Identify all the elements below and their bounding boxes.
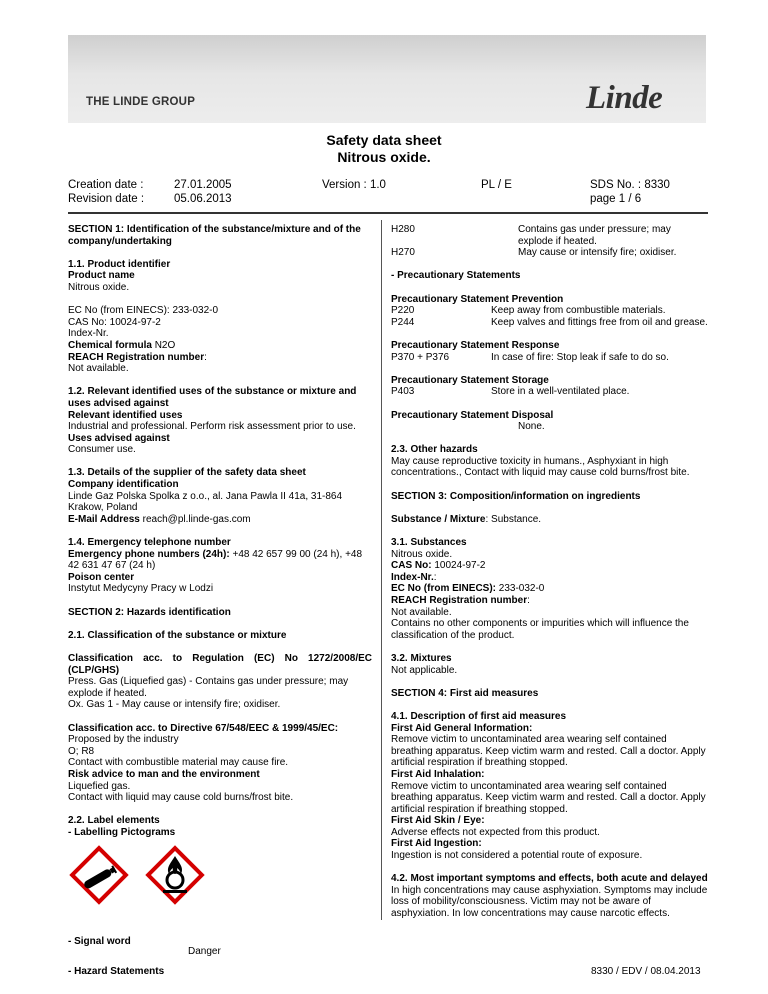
s31-name: Nitrous oxide.	[391, 548, 453, 560]
risk-2: Contact with liquid may cause cold burns/frost bite.	[68, 792, 294, 804]
gen-text: Remove victim to uncontaminated area wearing self contained breathing apparatus. Keep victim warm and rested. Call a doctor. Apply artificial respiration if breathing stopped.	[391, 734, 706, 769]
hazard-statements-label: - Hazard Statements	[68, 965, 165, 977]
adv-uses: Consumer use.	[68, 444, 136, 456]
adv-label: Uses advised against	[68, 432, 170, 444]
p370-row: P370 + P376 In case of fire: Stop leak if safe to do so.	[391, 351, 669, 363]
p244-row: P244 Keep valves and fittings free from oil and grease.	[391, 316, 708, 328]
document-title: Safety data sheet Nitrous oxide.	[326, 132, 442, 165]
index-nr: Index-Nr.	[68, 328, 109, 340]
cas-no: CAS No: 10024-97-2	[68, 316, 161, 328]
prec-title: - Precautionary Statements	[391, 270, 521, 282]
language: PL / E	[481, 179, 512, 191]
date-labels: Creation date : Revision date :	[68, 179, 145, 205]
prev-title: Precautionary Statement Prevention	[391, 293, 564, 305]
header-rule	[68, 212, 708, 214]
section-3-title: SECTION 3: Composition/information on ingredients	[391, 490, 641, 502]
pictograms	[68, 844, 372, 904]
email-line: E-Mail Address reach@pl.linde-gas.com	[68, 513, 251, 525]
p220-row: P220 Keep away from combustible materials.	[391, 305, 666, 317]
skin-label: First Aid Skin / Eye:	[391, 815, 485, 827]
reach-reg: REACH Registration number:	[68, 351, 207, 363]
ing-label: First Aid Ingestion:	[391, 838, 482, 850]
dir-1: Proposed by the industry	[68, 734, 179, 746]
signal-word-label: - Signal word	[68, 936, 131, 948]
s42-text: In high concentrations may cause asphyxiation. Symptoms may include loss of mobility/consciousness. Victim may not be aware of asphyxiation. In low concentrations may cause narcotic effects.	[391, 884, 708, 920]
linde-logo: Linde	[586, 80, 663, 116]
company-line2: Krakow, Poland	[68, 502, 138, 514]
reach-value: Not available.	[68, 363, 129, 375]
picto-title: - Labelling Pictograms	[68, 826, 176, 838]
stor-title: Precautionary Statement Storage	[391, 374, 549, 386]
dir-3: Contact with combustible material may cause fire.	[68, 757, 289, 769]
gas-cylinder-icon	[68, 844, 130, 906]
s32-text: Not applicable.	[391, 664, 458, 676]
dir-title: Classification acc. to Directive 67/548/EEC & 1999/45/EC:	[68, 722, 339, 734]
disp-title: Precautionary Statement Disposal	[391, 409, 554, 421]
s31-index: Index-Nr.:	[391, 571, 437, 583]
footer: 8330 / EDV / 08.04.2013	[591, 966, 701, 977]
s42-title: 4.2. Most important symptoms and effects, both acute and delayed	[391, 873, 708, 885]
s31-cas: CAS No: 10024-97-2	[391, 560, 486, 572]
gen-label: First Aid General Information:	[391, 722, 533, 734]
resp-title: Precautionary Statement Response	[391, 339, 560, 351]
ec-no: EC No (from EINECS): 233-032-0	[68, 305, 219, 317]
dir-2: O; R8	[68, 745, 95, 757]
product-name: Nitrous oxide.	[68, 281, 130, 293]
sds-number: SDS No. : 8330 page 1 / 6	[590, 179, 670, 205]
s21-title: 2.1. Classification of the substance or mixture	[68, 629, 287, 641]
right-column	[391, 224, 708, 920]
poison-center: Instytut Medycyny Pracy w Lodzi	[68, 583, 214, 595]
clp-title: Classification acc. to Regulation (EC) No 1272/2008/EC (CLP/GHS)	[68, 652, 372, 676]
s12-title: 1.2. Relevant identified uses of the substance or mixture and uses advised against	[68, 386, 357, 409]
risk-1: Liquefied gas.	[68, 780, 131, 792]
version: Version : 1.0	[322, 179, 386, 191]
brand-group: THE LINDE GROUP	[86, 96, 196, 108]
section-1-title: SECTION 1: Identification of the substance/mixture and of the company/undertaking	[68, 224, 361, 247]
section-2-title: SECTION 2: Hazards identification	[68, 606, 231, 618]
substance-mixture: Substance / Mixture: Substance.	[391, 513, 542, 525]
poison-label: Poison center	[68, 571, 135, 583]
emergency-phone: Emergency phone numbers (24h): +48 42 657 99 00 (24 h), +48 42 631 47 67 (24 h)	[68, 548, 363, 572]
rel-uses: Industrial and professional. Perform risk assessment prior to use.	[68, 421, 356, 433]
column-divider	[381, 220, 382, 920]
s31-title: 3.1. Substances	[391, 537, 467, 549]
disp-text: None.	[518, 421, 545, 433]
h270-row: H270 May cause or intensify fire; oxidiser.	[391, 247, 677, 259]
s13-title: 1.3. Details of the supplier of the safety data sheet	[68, 467, 306, 479]
s11-title: 1.1. Product identifier	[68, 258, 171, 270]
chemical-formula: Chemical formula N2O	[68, 339, 176, 351]
s23-title: 2.3. Other hazards	[391, 444, 478, 456]
h280-row: H280 Contains gas under pressure; may explode if heated.	[391, 224, 671, 247]
date-values: 27.01.2005 05.06.2013	[174, 179, 232, 205]
p403-row: P403 Store in a well-ventilated place.	[391, 386, 630, 398]
oxidiser-flame-icon	[144, 844, 206, 906]
inh-text: Remove victim to uncontaminated area wearing self contained breathing apparatus. Keep victim warm and rested. Call a doctor. Apply artificial respiration if breathing stopped.	[391, 780, 706, 815]
s31-reach-value: Not available.	[391, 606, 452, 618]
s14-title: 1.4. Emergency telephone number	[68, 537, 231, 549]
signal-word-value: Danger	[188, 946, 221, 958]
inh-label: First Aid Inhalation:	[391, 768, 485, 780]
company-label: Company identification	[68, 479, 179, 491]
rel-uses-label: Relevant identified uses	[68, 409, 183, 421]
company-line1: Linde Gaz Polska Spolka z o.o., al. Jana Pawla II 41a, 31-864	[68, 490, 343, 502]
s22-title: 2.2. Label elements	[68, 815, 160, 827]
ing-text: Ingestion is not considered a potential route of exposure.	[391, 850, 643, 862]
product-name-label: Product name	[68, 270, 135, 282]
left-column	[68, 224, 372, 977]
s41-title: 4.1. Description of first aid measures	[391, 710, 567, 722]
s31-ec: EC No (from EINECS): 233-032-0	[391, 583, 545, 595]
s31-reach: REACH Registration number:	[391, 595, 530, 606]
section-4-title: SECTION 4: First aid measures	[391, 687, 539, 699]
risk-label: Risk advice to man and the environment	[68, 768, 260, 780]
clp-2: Ox. Gas 1 - May cause or intensify fire; oxidiser.	[68, 699, 281, 711]
s23-text: May cause reproductive toxicity in humans., Asphyxiant in high concentrations., Contact with liquid may cause cold burns/frost bite.	[391, 455, 690, 479]
other-components: Contains no other components or impurities which will influence the classification of the product.	[391, 618, 689, 641]
skin-text: Adverse effects not expected from this product.	[391, 826, 600, 838]
clp-1: Press. Gas (Liquefied gas) - Contains gas under pressure; may explode if heated.	[68, 676, 349, 699]
s32-title: 3.2. Mixtures	[391, 652, 452, 664]
